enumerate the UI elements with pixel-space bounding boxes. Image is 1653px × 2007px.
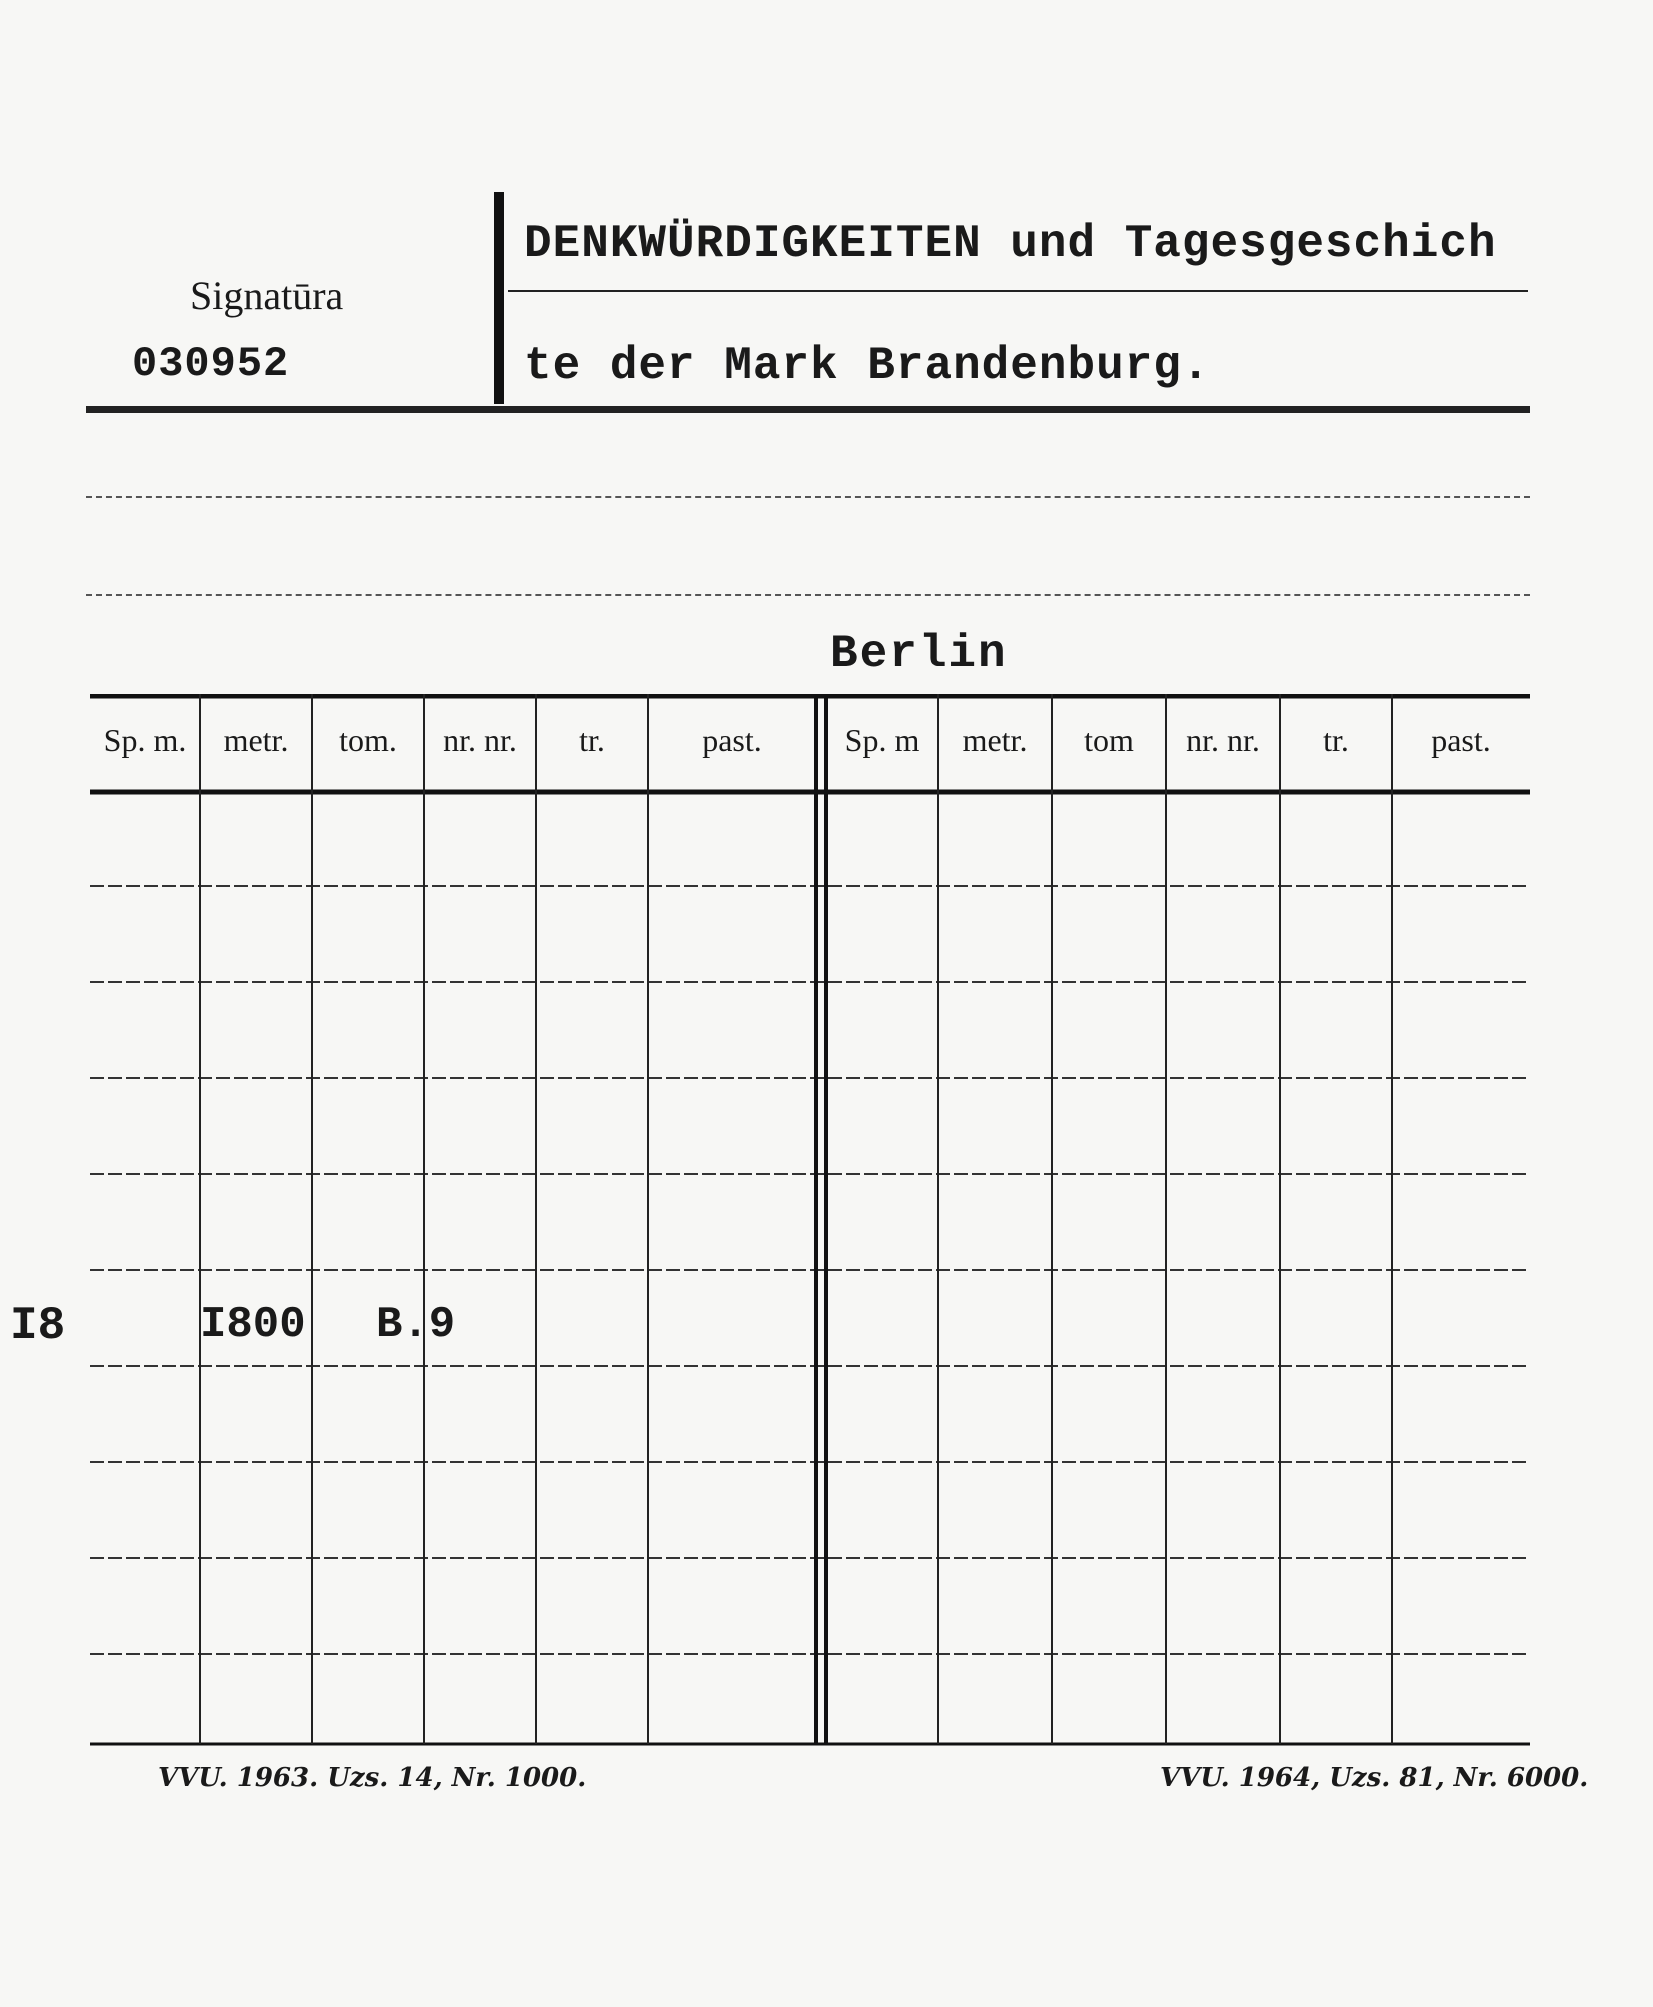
signature-label: Signatūra <box>190 273 344 318</box>
footnote-right: VVU. 1964, Uzs. 81, Nr. 6000. <box>1160 1763 1589 1793</box>
header-divider <box>494 192 504 404</box>
city-name: Berlin <box>830 628 1008 680</box>
table-grid <box>90 694 1530 1750</box>
header-metr-right: metr. <box>962 722 1028 758</box>
header-tr-right: tr. <box>1323 722 1349 758</box>
signature-value: 030952 <box>132 340 290 388</box>
header-metr-left: metr. <box>223 722 289 758</box>
title-line-1: DENKWÜRDIGKEITEN und Tagesgeschich <box>524 218 1497 270</box>
blank-line-2 <box>86 594 1530 596</box>
header-sp-m-right: Sp. m <box>844 722 920 758</box>
header-past-left: past. <box>702 722 762 758</box>
header-sp-m-left: Sp. m. <box>103 722 187 758</box>
header-tom-left: tom. <box>339 722 397 758</box>
header-tom-right: tom <box>1084 722 1134 758</box>
title-underline <box>508 290 1528 292</box>
entry-metr: I800 <box>200 1300 306 1350</box>
header-nr-nr-left: nr. nr. <box>443 722 517 758</box>
holdings-table <box>90 694 1530 1750</box>
entry-tom: B.9 <box>376 1300 456 1350</box>
title-line-2: te der Mark Brandenburg. <box>524 340 1211 392</box>
header-past-right: past. <box>1431 722 1491 758</box>
header-nr-nr-right: nr. nr. <box>1186 722 1260 758</box>
header-tr-left: tr. <box>579 722 605 758</box>
row-number: I8 <box>10 1300 66 1352</box>
header-rule <box>86 406 1530 413</box>
blank-line-1 <box>86 496 1530 498</box>
footnote-left: VVU. 1963. Uzs. 14, Nr. 1000. <box>158 1763 587 1793</box>
